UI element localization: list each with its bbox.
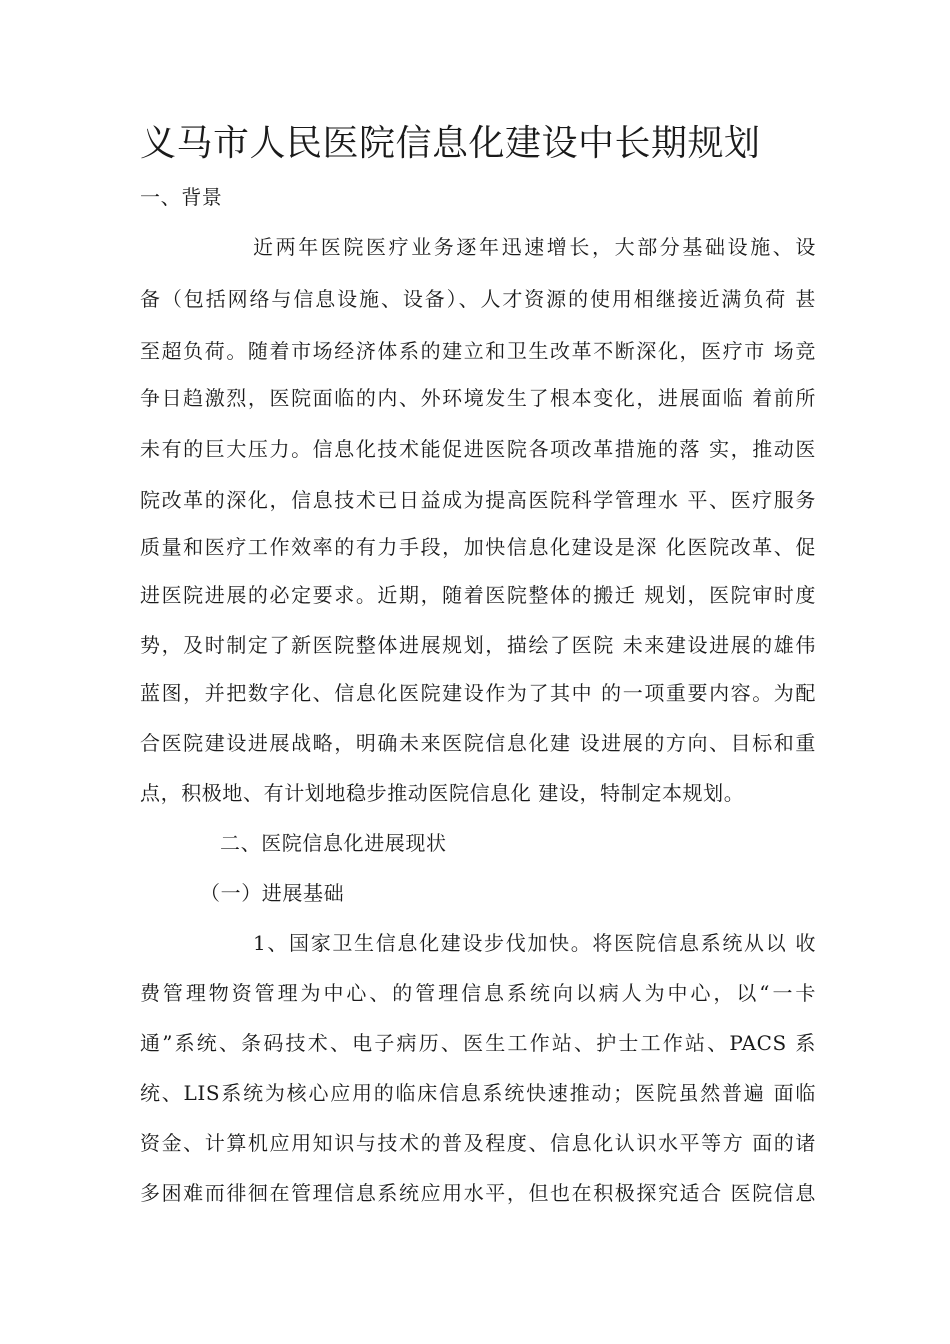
paragraph-line: 蓝图，并把数字化、信息化医院建设作为了其中 的一项重要内容。为配 bbox=[140, 681, 816, 705]
paragraph-line: 多困难而徘徊在管理信息系统应用水平，但也在积极探究适合 医院信息 bbox=[140, 1181, 816, 1205]
paragraph-line: 院改革的深化，信息技术已日益成为提高医院科学管理水 平、医疗服务 bbox=[140, 488, 816, 512]
paragraph-line: 点，积极地、有计划地稳步推动医院信息化 建设，特制定本规划。 bbox=[140, 781, 745, 805]
paragraph-line: 通”系统、条码技术、电子病历、医生工作站、护士工作站、PACS 系 bbox=[140, 1031, 816, 1055]
paragraph-line: 备（包括网络与信息设施、设备）、人才资源的使用相继接近满负荷 甚 bbox=[140, 287, 816, 311]
subsection-heading-foundation: （一）进展基础 bbox=[200, 881, 345, 905]
paragraph-line: 势，及时制定了新医院整体进展规划，描绘了医院 未来建设进展的雄伟 bbox=[140, 633, 816, 657]
paragraph-line: 争日趋激烈，医院面临的内、外环境发生了根本变化，进展面临 着前所 bbox=[140, 386, 816, 410]
paragraph-line: 未有的巨大压力。信息化技术能促进医院各项改革措施的落 实，推动医 bbox=[140, 437, 816, 461]
paragraph-line: 进医院进展的必定要求。近期，随着医院整体的搬迁 规划，医院审时度 bbox=[140, 583, 816, 607]
paragraph-line: 合医院建设进展战略，明确未来医院信息化建 设进展的方向、目标和重 bbox=[140, 731, 816, 755]
section-heading-status: 二、医院信息化进展现状 bbox=[220, 831, 447, 855]
paragraph-line: 近两年医院医疗业务逐年迅速增长，大部分基础设施、设 bbox=[253, 235, 816, 259]
document-title: 义马市人民医院信息化建设中长期规划 bbox=[140, 123, 761, 164]
paragraph-line: 统、LIS系统为核心应用的临床信息系统快速推动；医院虽然普遍 面临 bbox=[140, 1081, 816, 1105]
paragraph-line: 至超负荷。随着市场经济体系的建立和卫生改革不断深化，医疗市 场竞 bbox=[140, 339, 816, 363]
paragraph-line: 质量和医疗工作效率的有力手段，加快信息化建设是深 化医院改革、促 bbox=[140, 535, 816, 559]
paragraph-line: 费管理物资管理为中心、的管理信息系统向以病人为中心，以“一卡 bbox=[140, 981, 816, 1005]
paragraph-line: 资金、计算机应用知识与技术的普及程度、信息化认识水平等方 面的诸 bbox=[140, 1131, 816, 1155]
paragraph-line: 1、国家卫生信息化建设步伐加快。将医院信息系统从以 收 bbox=[253, 931, 816, 955]
section-heading-background: 一、背景 bbox=[140, 185, 223, 209]
